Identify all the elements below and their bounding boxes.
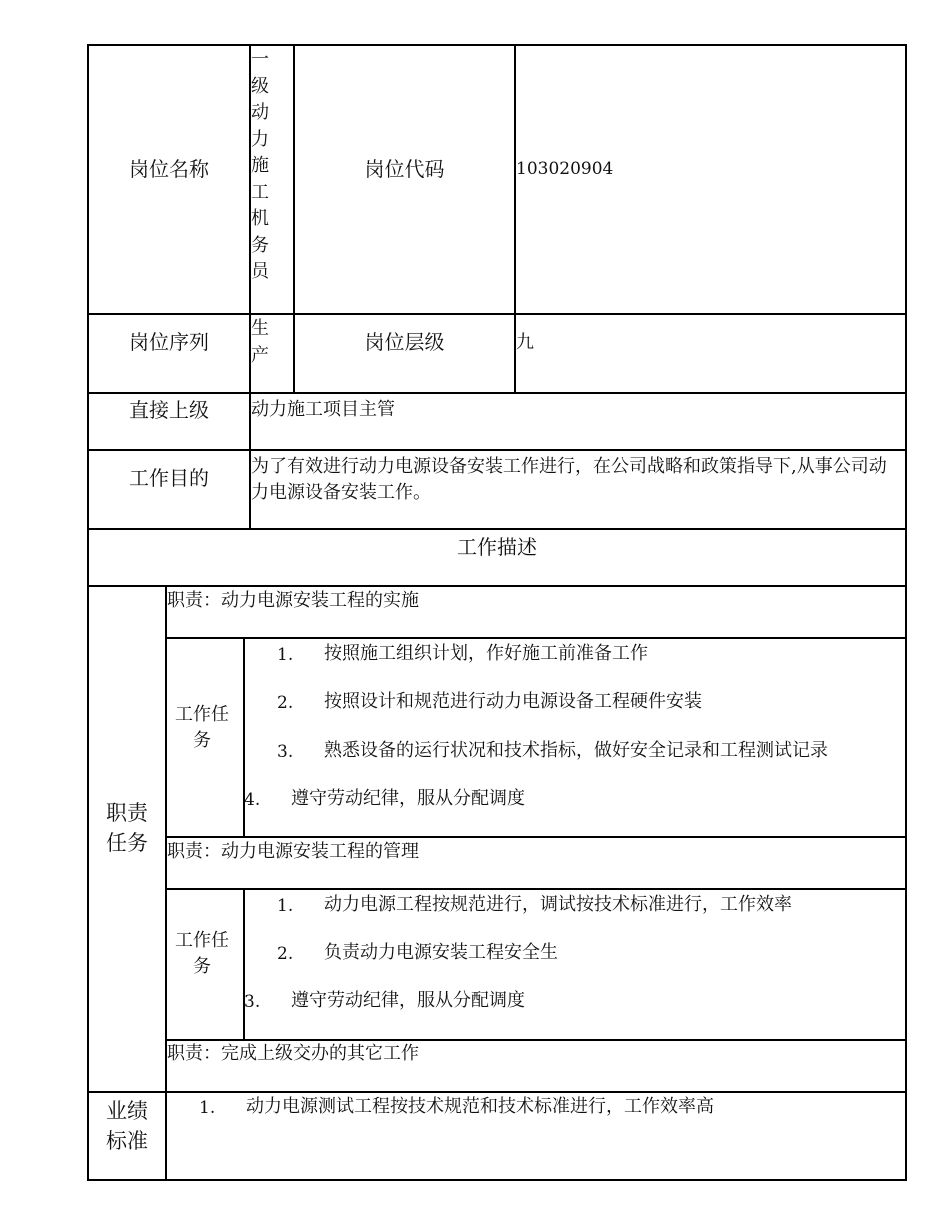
task-text: 动力电源工程按规范进行，调试按技术标准进行，工作效率 (324, 894, 792, 915)
table-border-right (905, 44, 907, 1181)
duty-title: 职责：动力电源安装工程的实施 (167, 590, 419, 611)
supervisor-value: 动力施工项目主管 (251, 399, 395, 420)
row-divider (166, 1039, 907, 1041)
task-number: 2. (277, 693, 294, 713)
col-divider (165, 585, 167, 1181)
duty-title: 职责：动力电源安装工程的管理 (167, 841, 419, 862)
table-border-bottom (87, 1179, 907, 1181)
row-divider (87, 528, 907, 530)
purpose-label: 工作目的 (129, 466, 209, 490)
task-text: 按照设计和规范进行动力电源设备工程硬件安装 (324, 691, 702, 712)
position-code-value: 103020904 (516, 159, 614, 179)
purpose-value: 为了有效进行动力电源设备安装工作进行，在公司战略和政策指导下,从事公司动力电源设备安装工作。 (251, 456, 887, 503)
task-text: 遵守劳动纪律，服从分配调度 (291, 990, 525, 1011)
duty-title: 职责：完成上级交办的其它工作 (167, 1043, 419, 1064)
performance-text: 动力电源测试工程按技术规范和技术标准进行，工作效率高 (246, 1096, 714, 1117)
row-divider (87, 585, 907, 587)
row-divider (87, 449, 907, 451)
performance-number: 1. (199, 1098, 216, 1118)
row-divider (166, 836, 907, 838)
row-divider (166, 888, 907, 890)
duties-label: 职责任务 (106, 801, 148, 855)
sequence-label: 岗位序列 (129, 330, 209, 354)
task-text: 熟悉设备的运行状况和技术指标，做好安全记录和工程测试记录 (324, 740, 828, 761)
task-number: 3. (244, 992, 261, 1012)
level-value: 九 (516, 332, 534, 353)
task-number: 2. (277, 944, 294, 964)
task-number: 1. (277, 645, 294, 665)
supervisor-label: 直接上级 (129, 398, 209, 422)
table-border-left (87, 44, 89, 1181)
row-divider (87, 313, 907, 315)
task-text: 按照施工组织计划，作好施工前准备工作 (324, 643, 648, 664)
col-divider (243, 888, 245, 1041)
task-label: 工作任务 (175, 930, 229, 977)
task-number: 4. (244, 790, 261, 810)
task-number: 3. (277, 742, 294, 762)
performance-label: 业绩标准 (106, 1099, 148, 1153)
task-label: 工作任务 (175, 704, 229, 751)
row-divider (166, 637, 907, 639)
position-code-label: 岗位代码 (364, 157, 445, 181)
section-title-work-description: 工作描述 (457, 535, 537, 559)
task-number: 1. (277, 896, 294, 916)
position-name-label: 岗位名称 (129, 157, 209, 181)
row-divider (87, 392, 907, 394)
row-divider (87, 1091, 907, 1093)
table-border-top (87, 44, 907, 46)
task-text: 负责动力电源安装工程安全生 (324, 942, 558, 963)
level-label: 岗位层级 (364, 330, 445, 354)
position-name-value: 一级动力施工机务员 (251, 49, 269, 282)
task-text: 遵守劳动纪律，服从分配调度 (291, 788, 525, 809)
sequence-value: 生产 (251, 318, 269, 366)
